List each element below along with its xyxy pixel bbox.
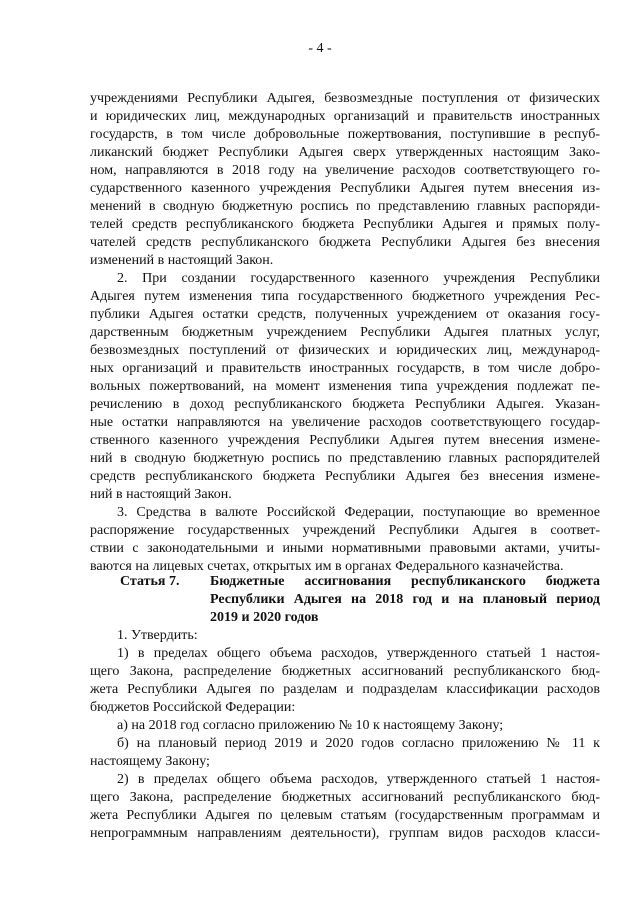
article-label: Статья 7. <box>120 574 180 589</box>
text-line: щего Закона, распределение бюджетных ассигнований республиканского бюд- <box>90 664 600 679</box>
text-line: ваются на лицевых счетах, открытых им в органах Федерального казначейства. <box>90 559 564 574</box>
article-title <box>210 573 600 627</box>
text-line: и юридических лиц, международных организаций и правительств иностранных <box>90 109 600 124</box>
text-line: вольных пожертвований, на момент изменения типа учреждения подлежат пе- <box>90 379 600 394</box>
text-line: речислению в доход республиканского бюджета Республики Адыгея. Указан- <box>90 397 600 412</box>
text-line: сударственного казенного учреждения Республики Адыгея путем внесения из- <box>90 181 600 196</box>
paragraph-2-first-line: 2. При создании государственного казенного учреждения Республики <box>117 271 600 286</box>
page-number: - 4 - <box>308 41 332 56</box>
text-line: средств республиканского бюджета Республики Адыгея без внесения измене- <box>90 469 600 484</box>
text-line: ликанский бюджет Республики Адыгея сверх утвержденных настоящим Зако- <box>90 145 600 160</box>
text-line: государств, в том числе добровольные пожертвования, поступившие в респуб- <box>90 127 600 142</box>
text-line: ном, направляются в 2018 году на увеличение расходов соответствующего го- <box>90 163 600 178</box>
text-line: щего Закона, распределение бюджетных ассигнований республиканского бюд- <box>90 790 600 805</box>
text-line: ственного казенного учреждения Республики Адыгея путем внесения измене- <box>90 433 600 448</box>
text-line: настоящему Закону; <box>90 754 210 769</box>
text-line: изменений в настоящий Закон. <box>90 253 274 268</box>
text-line: жета Республики Адыгея по целевым статьям (государственным программам и <box>90 808 600 823</box>
text-line: менений в сводную бюджетную роспись по представлению главных распоряди- <box>90 199 600 214</box>
text-line: чателей средств республиканского бюджета Республики Адыгея без внесения <box>90 235 600 250</box>
text-line: ные остатки направляются на увеличение расходов соответствующего государ- <box>90 415 600 430</box>
text-line: 1) в пределах общего объема расходов, утвержденного статьей 1 настоя- <box>117 646 600 661</box>
article-title-line: Бюджетные ассигнования республиканского бюджета <box>210 574 600 589</box>
article-7-body <box>90 627 600 843</box>
text-line: 1. Утвердить: <box>117 628 198 643</box>
article-6-continuation <box>90 90 600 576</box>
text-line: ний в настоящий Закон. <box>90 487 232 502</box>
text-line: публики Адыгея остатки средств, полученных учреждением от оказания госу- <box>90 307 600 322</box>
text-line: телей средств республиканского бюджета Республики Адыгея и прямых полу- <box>90 217 600 232</box>
text-line: учреждениями Республики Адыгея, безвозмездные поступления от физических <box>90 91 600 106</box>
text-line: а) на 2018 год согласно приложению № 10 к настоящему Закону; <box>117 718 504 733</box>
text-line: дарственным бюджетным учреждением Республики Адыгея платных услуг, <box>90 325 600 340</box>
text-line: непрограммным направлениям деятельности), группам видов расходов класси- <box>90 826 600 841</box>
text-line: безвозмездных поступлений от физических и юридических лиц, международ- <box>90 343 600 358</box>
article-title-line: Республики Адыгея на 2018 год и на плановый период <box>210 592 600 607</box>
text-line: распоряжение государственных учреждений Республики Адыгея в соответ- <box>90 523 600 538</box>
text-line: ствии с законодательными и иными нормативными правовыми актами, учиты- <box>90 541 600 556</box>
text-line: ний в сводную бюджетную роспись по представлению главных распорядителей <box>90 451 600 466</box>
text-line: б) на плановый период 2019 и 2020 годов согласно приложению № 11 к <box>117 736 600 751</box>
text-line: Адыгея путем изменения типа государственного бюджетного учреждения Рес- <box>90 289 600 304</box>
article-title-line: 2019 и 2020 годов <box>210 610 319 625</box>
text-line: 2) в пределах общего объема расходов, утвержденного статьей 1 настоя- <box>117 772 600 787</box>
text-line: ных организаций и правительств иностранных государств, в том числе добро- <box>90 361 600 376</box>
paragraph-3-first-line: 3. Средства в валюте Российской Федерации, поступающие во временное <box>117 505 600 520</box>
text-line: жета Республики Адыгея по разделам и подразделам классификации расходов <box>90 682 600 697</box>
text-line: бюджетов Российской Федерации: <box>90 700 296 715</box>
